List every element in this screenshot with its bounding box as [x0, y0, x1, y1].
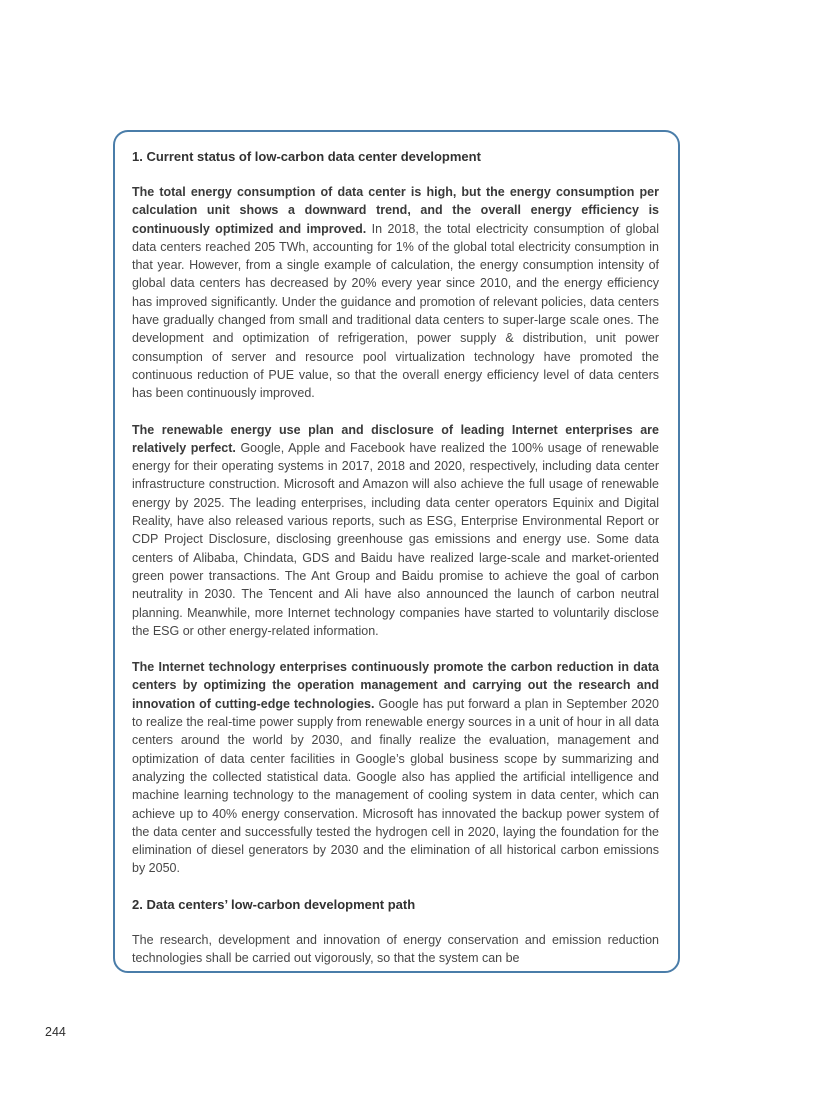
paragraph-development-path-body: The research, development and innovation of energy conservation and emission reduction technologies shall be carried out vigorously, so that the system can be [132, 932, 659, 965]
section-heading-development-path: 2. Data centers’ low-carbon development path [132, 896, 416, 912]
section-heading-current-status: 1. Current status of low-carbon data center development [132, 149, 481, 164]
paragraph-energy-consumption [132, 183, 659, 403]
paragraph-energy-consumption-body: In 2018, the total electricity consumption of global data centers reached 205 TWh, accounting for 1% of the global total electricity consumption in that year. However, from a single example of calculation, the energy consumption intensity of global data centers has decreased by 20% every year since 2010, and the energy efficiency has improved significantly. Under the guidance and promotion of relevant policies, data centers have gradually changed from small and traditional data centers to super-large scale ones. The development and optimization of refrigeration, power supply & distribution, unit power consumption of server and resource pool virtualization technology have promoted the continuous reduction of PUE value, so that the overall energy efficiency level of data centers has been continuously improved. [132, 221, 659, 401]
paragraph-renewable-energy [132, 421, 659, 641]
paragraph-renewable-energy-body: Google, Apple and Facebook have realized the 100% usage of renewable energy for their operating systems in 2017, 2018 and 2020, respectively, including data center infrastructure construction. Microsoft and Amazon will also achieve the full usage of renewable energy by 2025. The leading enterprises, including data center operators Equinix and Digital Reality, have also released various reports, such as ESG, Enterprise Environmental Report or CDP Project Disclosure, disclosing greenhouse gas emissions and energy use. Some data centers of Alibaba, Chindata, GDS and Baidu have realized large-scale and market-oriented green power transactions. The Ant Group and Baidu promise to achieve the goal of carbon neutrality in 2030. The Tencent and Ali have also announced the launch of carbon neutral planning. Meanwhile, more Internet technology companies have started to voluntarily disclose the ESG or other energy-related information. [132, 440, 659, 638]
paragraph-carbon-reduction-lead: The Internet technology enterprises continuously promote the carbon reduction in data centers by optimizing the operation management and carrying out the research and innovation of cutting-edge technologies. [132, 660, 659, 711]
page-number: 244 [45, 1025, 66, 1039]
content-card [113, 130, 680, 973]
paragraph-carbon-reduction-body: Google has put forward a plan in September 2020 to realize the real-time power supply from renewable energy sources in a unit of hour in all data centers around the world by 2030, and finally realize the evaluation, management and optimization of data center facilities in Google’s global business scope by summarizing and analyzing the collected statistical data. Google also has applied the artificial intelligence and machine learning technology to the management of cooling system in data center, which can achieve up to 40% energy conservation. Microsoft has innovated the backup power system of the data center and successfully tested the hydrogen cell in 2020, laying the foundation for the elimination of diesel generators by 2030 and the elimination of all historical carbon emissions by 2050. [132, 696, 659, 876]
paragraph-energy-consumption-lead: The total energy consumption of data center is high, but the energy consumption per calculation unit shows a downward trend, and the overall energy efficiency is continuously optimized and improved. [132, 185, 659, 236]
paragraph-renewable-energy-lead: The renewable energy use plan and disclosure of leading Internet enterprises are relatively perfect. [132, 422, 659, 455]
paragraph-development-path [132, 931, 659, 968]
paragraph-carbon-reduction [132, 658, 659, 878]
